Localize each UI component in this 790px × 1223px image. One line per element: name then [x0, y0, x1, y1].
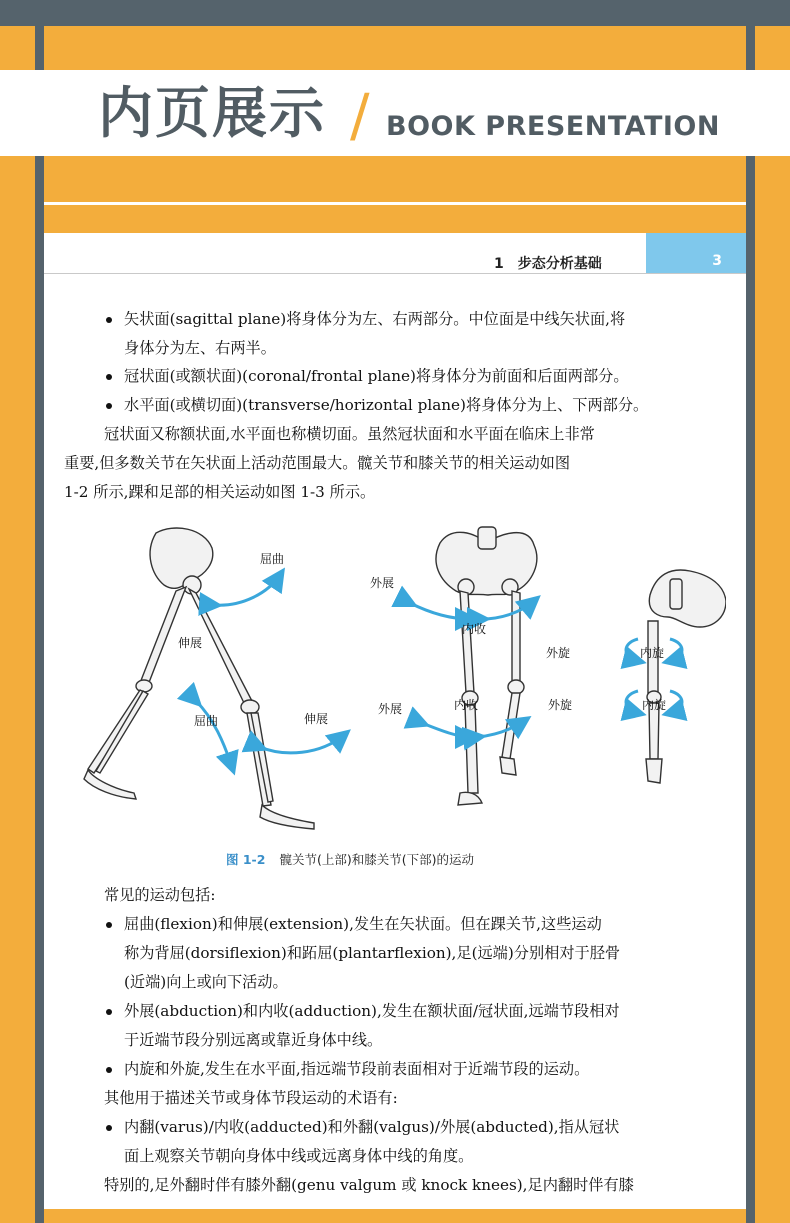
- label-adduction-knee: 内收: [454, 698, 479, 712]
- bullet-icon: [106, 1009, 112, 1015]
- bullet-icon: [106, 374, 112, 380]
- label-extension-hip: 伸展: [178, 636, 203, 650]
- page-number: 3: [712, 253, 722, 269]
- text-line: 内旋和外旋,发生在水平面,指远端节段前表面相对于近端节段的运动。: [124, 1060, 590, 1078]
- bullet-icon: [106, 317, 112, 323]
- top-bar: [0, 0, 790, 26]
- text-line: 称为背屈(dorsiflexion)和跖屈(plantarflexion),足(远端)分别相对于胫骨: [124, 944, 621, 962]
- text-line: 冠状面(或额状面)(coronal/frontal plane)将身体分为前面和后面两部分。: [124, 367, 629, 385]
- book-page: [44, 233, 746, 1209]
- header-rule: [44, 273, 746, 274]
- figure-caption: [226, 850, 474, 868]
- label-abduction-knee: 外展: [378, 702, 403, 716]
- text-line: 矢状面(sagittal plane)将身体分为左、右两部分。中位面是中线矢状面,将: [124, 310, 626, 328]
- text-line: 冠状面又称额状面,水平面也称横切面。虽然冠状面和水平面在临床上非常: [104, 425, 595, 443]
- chapter-title: 1 步态分析基础: [494, 256, 602, 272]
- leg-sagittal-illustration: [84, 528, 314, 829]
- bullet-icon: [106, 1125, 112, 1131]
- label-internal-rotation-knee: 内旋: [642, 698, 667, 712]
- text-line: 其他用于描述关节或身体节段运动的术语有:: [104, 1089, 398, 1107]
- bullet-icon: [106, 1067, 112, 1073]
- label-flexion-hip: 屈曲: [260, 552, 285, 566]
- label-adduction-hip: 内收: [462, 622, 487, 636]
- text-line: 内翻(varus)/内收(adducted)和外翻(valgus)/外展(abducted),指从冠状: [124, 1118, 620, 1136]
- figure-number: 图 1-2: [226, 852, 266, 867]
- bullet-icon: [106, 403, 112, 409]
- text-line: 水平面(或横切面)(transverse/horizontal plane)将身体分为上、下两部分。: [124, 396, 649, 414]
- label-external-rotation-hip: 外旋: [546, 646, 571, 660]
- hip-rotation-illustration: [646, 570, 726, 783]
- label-internal-rotation-hip: 内旋: [640, 646, 665, 660]
- text-line: 特别的,足外翻时伴有膝外翻(genu valgum 或 knock knees),足内翻时伴有膝: [104, 1176, 634, 1194]
- text-line: 身体分为左、右两半。: [124, 339, 276, 357]
- hip-frontal-illustration: [436, 527, 537, 805]
- frame-line-left: [35, 0, 44, 1223]
- text-line: 1-2 所示,踝和足部的相关运动如图 1-3 所示。: [64, 483, 376, 501]
- label-abduction-hip: 外展: [370, 576, 395, 590]
- text-line: 屈曲(flexion)和伸展(extension),发生在矢状面。但在踝关节,这些运动: [124, 915, 602, 933]
- text-line: 面上观察关节朝向身体中线或远离身体中线的角度。: [124, 1147, 474, 1165]
- label-flexion-knee: 屈曲: [194, 714, 219, 728]
- label-external-rotation-knee: 外旋: [548, 698, 573, 712]
- bullet-icon: [106, 922, 112, 928]
- banner-title-en: BOOK PRESENTATION: [386, 111, 720, 142]
- text-line: (近端)向上或向下活动。: [124, 973, 288, 991]
- label-extension-knee: 伸展: [304, 712, 329, 726]
- text-line: 于近端节段分别远离或靠近身体中线。: [124, 1031, 383, 1049]
- page-number-tab: [646, 233, 746, 273]
- motion-arrows: [196, 575, 682, 767]
- banner-title-cn: 内页展示: [98, 81, 327, 145]
- running-head: [44, 233, 746, 273]
- divider: [44, 202, 746, 205]
- frame-line-right: [746, 0, 755, 1223]
- text-line: 常见的运动包括:: [104, 886, 216, 904]
- text-line: 外展(abduction)和内收(adduction),发生在额状面/冠状面,远端节段相对: [124, 1002, 620, 1020]
- banner-slash: /: [350, 81, 370, 149]
- figure-skeleton-diagram: [64, 523, 726, 843]
- text-line: 重要,但多数关节在矢状面上活动范围最大。髋关节和膝关节的相关运动如图: [64, 454, 571, 472]
- figure-caption-text: 髋关节(上部)和膝关节(下部)的运动: [279, 852, 474, 867]
